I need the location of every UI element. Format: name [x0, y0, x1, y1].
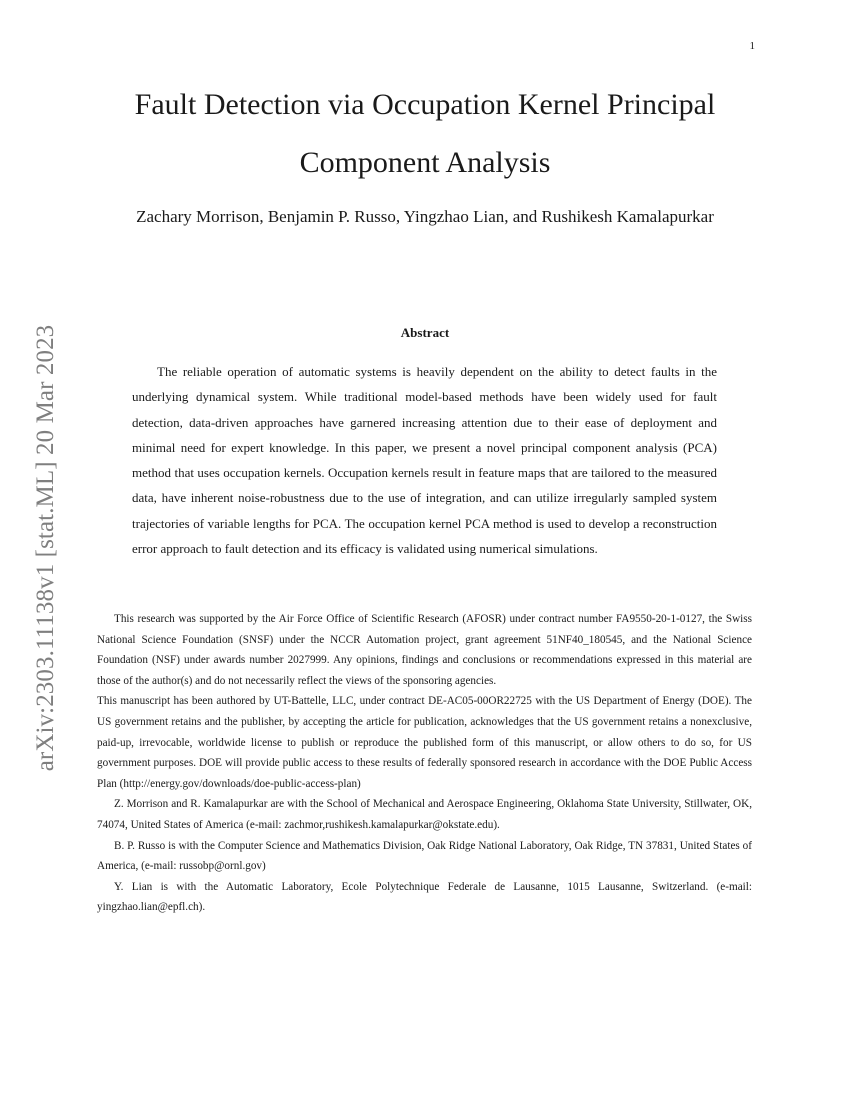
- footnote-affiliation-russo: B. P. Russo is with the Computer Science and Mathematics Division, Oak Ridge National Laboratory, Oak Ridge, TN 37831, United States of America, (e-mail: russobp@ornl.gov): [97, 839, 752, 873]
- footnotes: [97, 609, 752, 918]
- abstract-body: The reliable operation of automatic systems is heavily dependent on the ability to detect faults in the underlying dynamical system. While traditional model-based methods have been widely used for fault detection, data-driven approaches have garnered increasing attention due to their ease of deployment and minimal need for expert knowledge. In this paper, we present a novel principal component analysis (PCA) method that uses occupation kernels. Occupation kernels result in feature maps that are tailored to the measured data, have inherent noise-robustness due to the use of integration, and can utilize irregularly sampled system trajectories of variable lengths for PCA. The occupation kernel PCA method is used to develop a reconstruction error approach to fault detection and its efficacy is validated using numerical simulations.: [132, 364, 717, 557]
- page-number: 1: [749, 40, 755, 52]
- footnote-copyright: This manuscript has been authored by UT-Battelle, LLC, under contract DE-AC05-00OR22725 with the US Department of Energy (DOE). The US government retains and the publisher, by accepting the article for publication, acknowledges that the US government retains a nonexclusive, paid-up, irrevocable, worldwide license to publish or reproduce the published form of this manuscript, or allow others to do so, for US government purposes. DOE will provide public access to these results of federally sponsored research in accordance with the DOE Public Access Plan (http://energy.gov/downloads/doe-public-access-plan): [97, 695, 752, 790]
- footnote-funding: This research was supported by the Air Force Office of Scientific Research (AFOSR) under contract number FA9550-20-1-0127, the Swiss National Science Foundation (SNSF) under the NCCR Automation project, grant agreement 51NF40_180545, and the National Science Foundation (NSF) under awards number 2027999. Any opinions, findings and conclusions or recommendations expressed in this material are those of the author(s) and do not necessarily reflect the views of the sponsoring agencies.: [97, 613, 752, 687]
- footnote-affiliation-lian: Y. Lian is with the Automatic Laboratory, Ecole Polytechnique Federale de Lausanne, 1015 Lausanne, Switzerland. (e-mail: yingzhao.lian@epfl.ch).: [97, 880, 752, 914]
- footnote-affiliation-morrison-kamalapurkar: Z. Morrison and R. Kamalapurkar are with the School of Mechanical and Aerospace Engineering, Oklahoma State University, Stillwater, OK, 74074, United States of America (e-mail: zachmor,rushikesh.kamalapurkar@okstate.edu).: [97, 798, 752, 831]
- author-list: Zachary Morrison, Benjamin P. Russo, Yingzhao Lian, and Rushikesh Kamalapurkar: [136, 207, 714, 226]
- abstract-heading: Abstract: [400, 325, 450, 340]
- arxiv-identifier-stamp: arXiv:2303.11138v1 [stat.ML] 20 Mar 2023: [32, 324, 59, 772]
- paper-title: Fault Detection via Occupation Kernel Principal Component Analysis: [134, 88, 716, 179]
